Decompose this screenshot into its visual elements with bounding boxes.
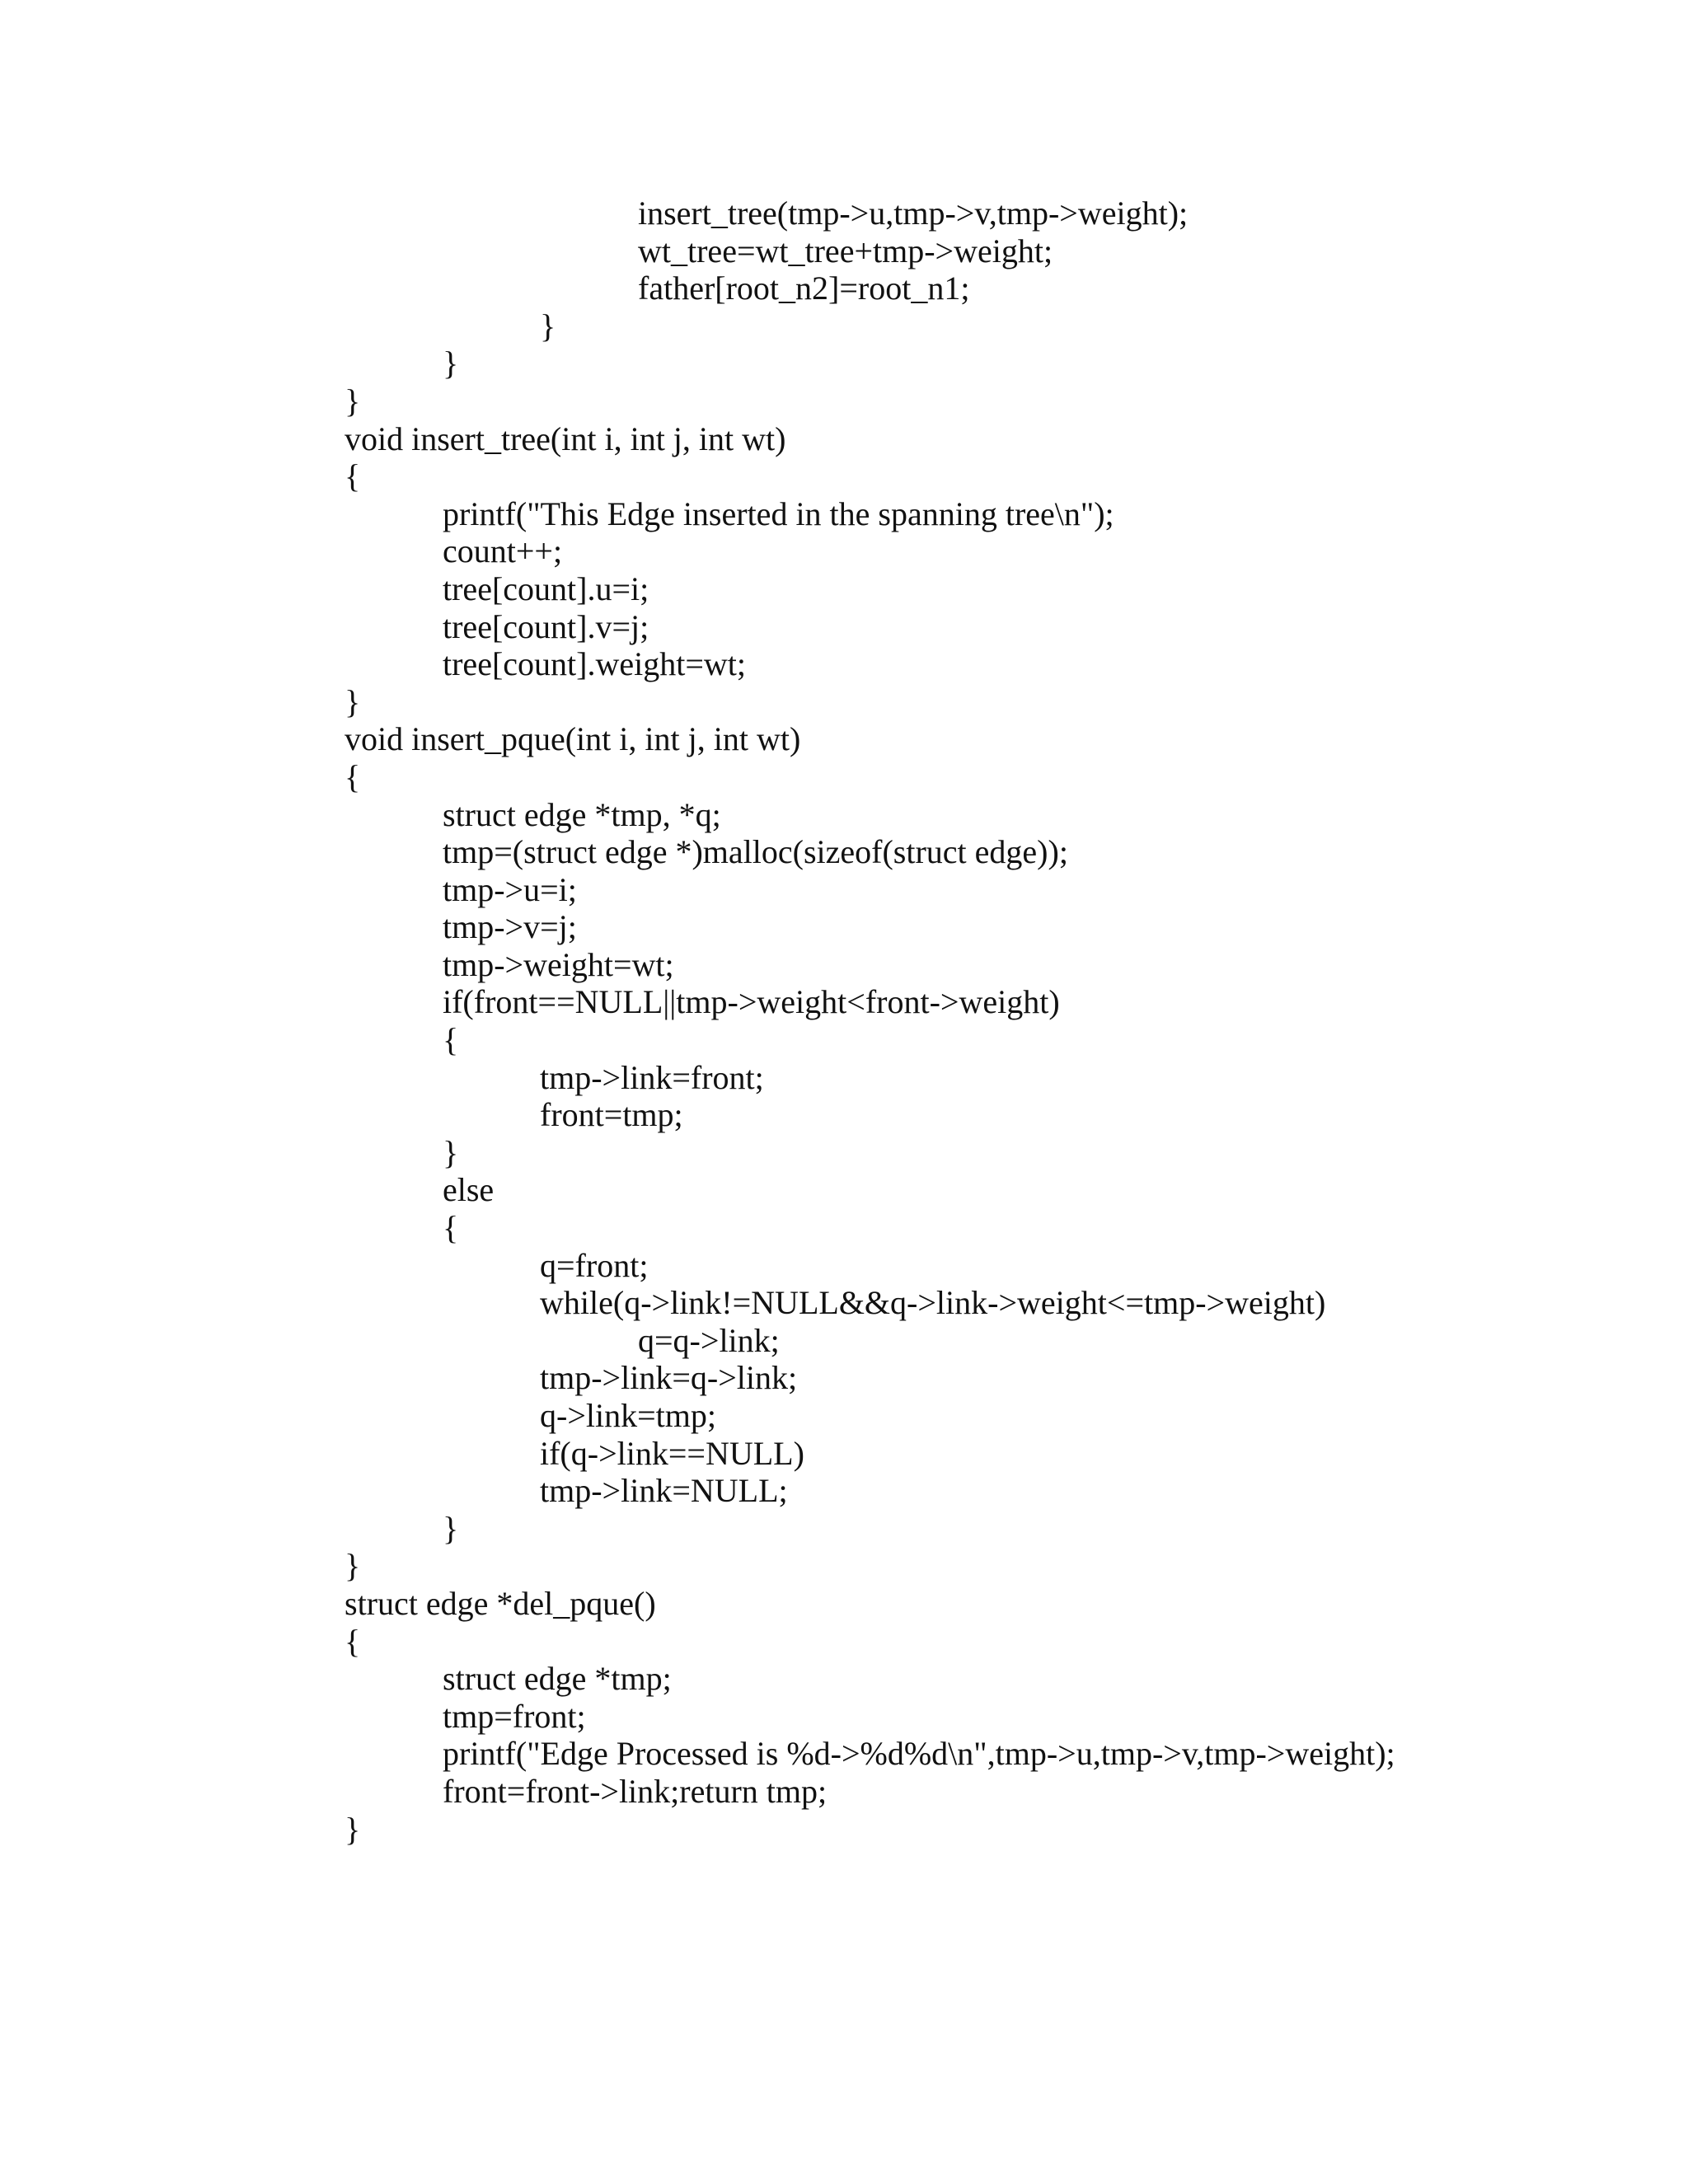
code-line xyxy=(0,720,1688,758)
code-line xyxy=(0,1585,1688,1623)
code-line-text: tree[count].v=j; xyxy=(443,607,649,645)
code-line xyxy=(0,1209,1688,1247)
code-line-text: tmp->v=j; xyxy=(443,908,577,946)
code-line-text: struct edge *tmp; xyxy=(443,1660,672,1698)
code-line xyxy=(0,683,1688,721)
code-line xyxy=(0,1284,1688,1322)
code-line xyxy=(0,457,1688,495)
code-line xyxy=(0,1171,1688,1209)
code-line-text: } xyxy=(345,1810,361,1848)
code-line xyxy=(0,495,1688,533)
code-line-text: } xyxy=(345,382,361,419)
code-line xyxy=(0,983,1688,1021)
code-line xyxy=(0,908,1688,946)
code-line-text: else xyxy=(443,1171,495,1209)
code-line-text: tmp->link=NULL; xyxy=(540,1472,788,1510)
code-line xyxy=(0,532,1688,570)
code-line xyxy=(0,1096,1688,1134)
code-line xyxy=(0,194,1688,232)
code-listing xyxy=(0,194,1688,1848)
code-line-text: { xyxy=(443,1209,459,1247)
code-line-text: while(q->link!=NULL&&q->link->weight<=tmp->weight) xyxy=(540,1284,1326,1322)
code-line xyxy=(0,946,1688,984)
code-line-text: { xyxy=(345,1622,361,1660)
code-line-text: father[root_n2]=root_n1; xyxy=(638,269,970,307)
code-line xyxy=(0,608,1688,646)
code-line-text: } xyxy=(443,344,459,382)
code-line-text: tree[count].weight=wt; xyxy=(443,645,746,683)
code-line-text: front=front->link;return tmp; xyxy=(443,1772,828,1810)
code-line-text: } xyxy=(443,1133,459,1171)
code-line-text: } xyxy=(345,1547,361,1585)
code-line-text: q=q->link; xyxy=(638,1321,780,1359)
code-line xyxy=(0,1435,1688,1473)
code-line xyxy=(0,1134,1688,1172)
code-line xyxy=(0,1059,1688,1097)
code-line xyxy=(0,1698,1688,1736)
code-line xyxy=(0,1359,1688,1397)
code-line-text: front=tmp; xyxy=(540,1096,683,1134)
code-line xyxy=(0,1547,1688,1585)
code-line-text: } xyxy=(443,1509,459,1547)
code-line xyxy=(0,420,1688,458)
code-line-text: printf("This Edge inserted in the spanning tree\n"); xyxy=(443,494,1114,532)
code-line-text: void insert_pque(int i, int j, int wt) xyxy=(345,720,801,758)
code-line xyxy=(0,1623,1688,1661)
code-line xyxy=(0,1811,1688,1849)
code-line-text: tmp->weight=wt; xyxy=(443,945,674,983)
code-line xyxy=(0,307,1688,345)
code-line-text: void insert_tree(int i, int j, int wt) xyxy=(345,419,786,457)
code-line-text: if(front==NULL||tmp->weight<front->weight) xyxy=(443,983,1060,1021)
code-line-text: tree[count].u=i; xyxy=(443,569,649,607)
code-line-text: count++; xyxy=(443,532,563,570)
code-line xyxy=(0,1735,1688,1773)
code-line-text: q->link=tmp; xyxy=(540,1397,717,1434)
code-line xyxy=(0,1660,1688,1698)
code-line-text: struct edge *tmp, *q; xyxy=(443,795,721,833)
code-line-text: wt_tree=wt_tree+tmp->weight; xyxy=(638,232,1053,269)
code-line xyxy=(0,758,1688,796)
code-line xyxy=(0,344,1688,382)
code-line xyxy=(0,833,1688,871)
code-line-text: } xyxy=(540,307,556,344)
code-line-text: tmp=(struct edge *)malloc(sizeof(struct edge)); xyxy=(443,833,1068,871)
code-line xyxy=(0,1472,1688,1510)
code-line-text: insert_tree(tmp->u,tmp->v,tmp->weight); xyxy=(638,194,1189,232)
code-line-text: { xyxy=(345,757,361,795)
code-line xyxy=(0,1510,1688,1548)
code-line xyxy=(0,1322,1688,1360)
code-line-text: } xyxy=(345,682,361,720)
code-line-text: tmp->u=i; xyxy=(443,870,577,908)
code-line-text: tmp->link=q->link; xyxy=(540,1359,798,1397)
code-line-text: { xyxy=(443,1021,459,1059)
code-line-text: tmp->link=front; xyxy=(540,1058,764,1096)
code-line-text: printf("Edge Processed is %d->%d%d\n",tmp->u,tmp->v,tmp->weight); xyxy=(443,1735,1395,1773)
code-line-text: tmp=front; xyxy=(443,1697,586,1735)
code-line-text: if(q->link==NULL) xyxy=(540,1434,804,1472)
code-line xyxy=(0,796,1688,834)
code-line xyxy=(0,382,1688,420)
code-line xyxy=(0,1397,1688,1435)
code-line xyxy=(0,1247,1688,1285)
code-line xyxy=(0,232,1688,270)
code-line-text: q=front; xyxy=(540,1246,649,1284)
code-line xyxy=(0,570,1688,608)
code-line-text: { xyxy=(345,457,361,495)
code-line xyxy=(0,269,1688,307)
code-line xyxy=(0,871,1688,909)
code-line xyxy=(0,1021,1688,1059)
code-line-text: struct edge *del_pque() xyxy=(345,1584,656,1622)
code-line xyxy=(0,1773,1688,1811)
code-line xyxy=(0,645,1688,683)
